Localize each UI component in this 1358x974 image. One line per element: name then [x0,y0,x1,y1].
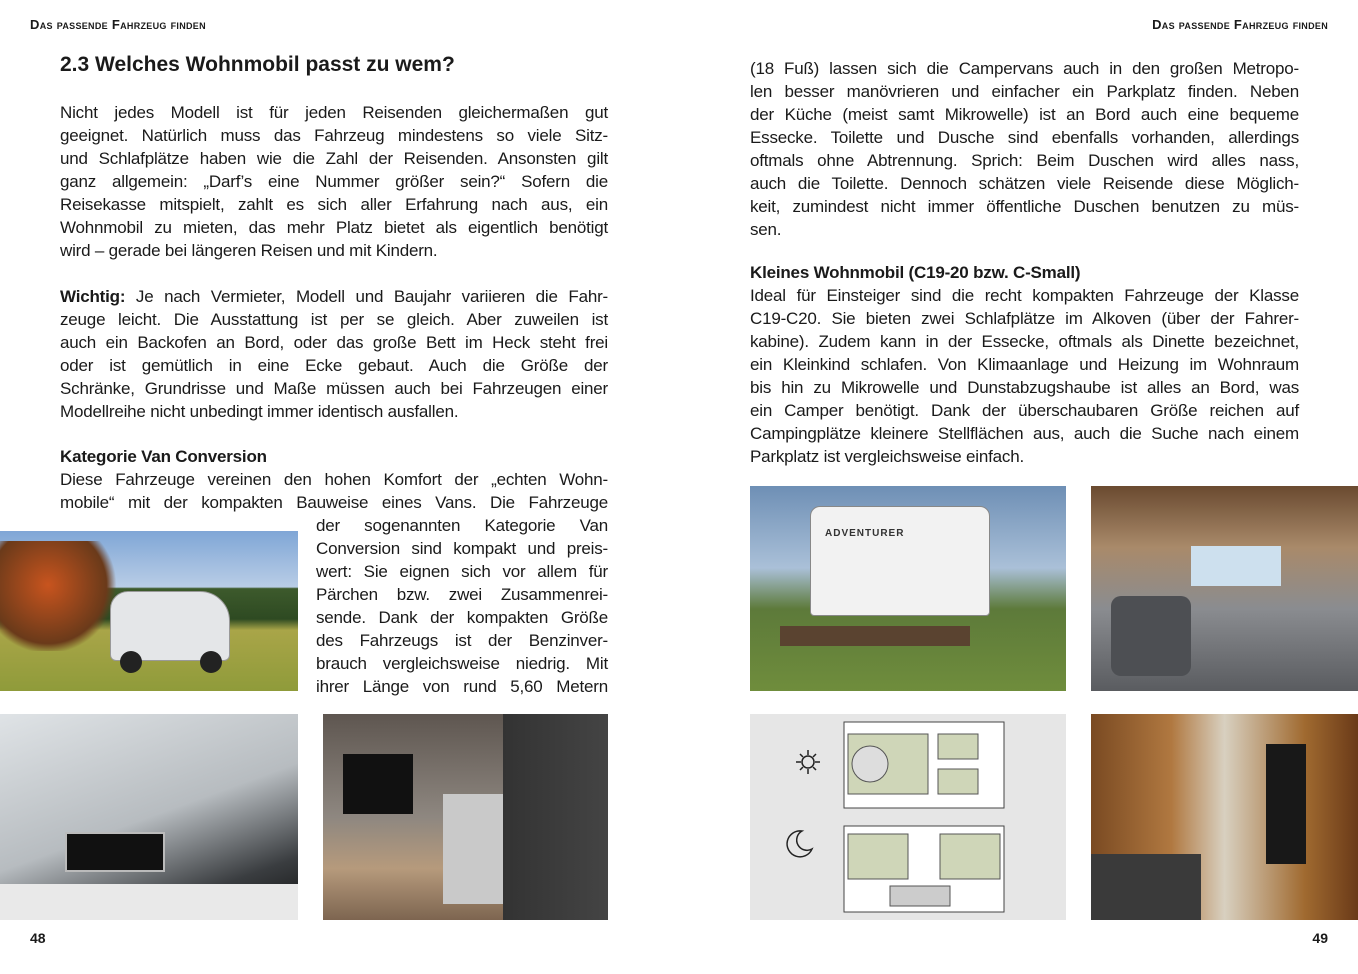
text-line: Essecke. Toilette und Dusche sind ebenfalls vorhanden, allerdings [750,128,1299,147]
text-line: mobile“ mit der kompakten Bauweise eines Vans. Die Fahrzeuge [60,493,608,512]
text-line: auch ein Backofen an Bord, oder das große Bett im Heck steht frei [60,333,608,352]
text-line: zeuge leicht. Die Ausstattung ist per se gleich. Aber zuweilen ist [60,310,608,329]
running-header-left: Das passende Fahrzeug finden [30,17,206,32]
text-line: (18 Fuß) lassen sich die Campervans auch in den großen Metropo- [750,59,1299,78]
text-line: keit, zumindest nicht immer öffentliche Duschen benutzen zu müs- [750,197,1299,216]
floorplan-diagram [750,714,1066,920]
text-line: Wohnmobil zu mieten, das mehr Platz bietet als eigentlich benötigt [60,218,608,237]
left-paragraph-1 [60,101,608,262]
text-line: Je nach Vermieter, Modell und Baujahr variieren die Fahr- [125,287,608,306]
text-line: Ideal für Einsteiger sind die recht kompakten Fahrzeuge der Klasse [750,286,1299,305]
camper-interior-kitchen-photo [1091,714,1358,920]
camper-interior-cab-photo [1091,486,1358,691]
text-line: Schränke, Grundrisse und Maße müssen auch bei Fahrzeugen einer [60,379,608,398]
section-title: 2.3 Welches Wohnmobil passt zu wem? [60,53,455,76]
text-line: sende. Dank der kompakten Größe [316,608,608,627]
text-line: wert: Sie eignen sich vor allem für [316,562,608,581]
text-line: ihrer Länge von rund 5,60 Metern [316,677,608,696]
text-line: bis hin zu Mikrowelle und Dunstabzugshaube ist alles an Bord, was [750,378,1299,397]
sun-icon [796,750,820,774]
text-line: des Fahrzeugs ist der Benzinver- [316,631,608,650]
text-line: sen. [750,220,782,239]
text-line: Modellreihe nicht unbedingt immer identisch ausfallen. [60,402,459,421]
moon-icon [787,831,812,857]
text-line: oftmals ohne Abtrennung. Sprich: Beim Duschen wird alles nass, [750,151,1299,170]
text-line: Reisekasse mitspielt, zahlt es sich aller Erfahrung nach aus, ein [60,195,608,214]
text-line: auch die Toilette. Dennoch schätzen viele Reisende diese Möglich- [750,174,1299,193]
text-line: ganz allgemein: „Darf’s eine Nummer größer sein?“ Sofern die [60,172,608,191]
camper-brand-logo: ADVENTURER [825,528,905,539]
text-line: brauch vergleichsweise niedrig. Mit [316,654,608,673]
subheading-small-motorhome: Kleines Wohnmobil (C19-20 bzw. C-Small) [750,263,1081,282]
running-header-right: Das passende Fahrzeug finden [1152,17,1328,32]
left-paragraph-3-narrow [316,514,608,698]
van-photo [0,531,298,691]
camper-photo [750,486,1066,691]
text-line: Conversion sind kompakt und preis- [316,539,608,558]
text-line: geeignet. Natürlich muss das Fahrzeug mindestens so viele Sitz- [60,126,608,145]
text-line: Nicht jedes Modell ist für jeden Reisenden gleichermaßen gut [60,103,608,122]
text-line: ein Kleinkind schlafen. Von Klimaanlage und Heizung im Wohnraum [750,355,1299,374]
page-number-right: 49 [1312,930,1328,946]
text-line: Diese Fahrzeuge vereinen den hohen Komfort der „echten Wohn- [60,470,608,489]
text-line: Parkplatz ist vergleichsweise einfach. [750,447,1024,466]
text-line: Pärchen bzw. zwei Zusammenrei- [316,585,608,604]
left-paragraph-3 [60,445,608,514]
left-paragraph-2 [60,285,608,423]
van-interior-seating-photo [323,714,608,920]
right-paragraph-1 [750,57,1299,241]
van-interior-kitchen-photo [0,714,298,920]
text-line: der sogenannten Kategorie Van [316,516,608,535]
text-line: len besser manövrieren und einfacher ein Parkplatz finden. Neben [750,82,1299,101]
subheading-van-conversion: Kategorie Van Conversion [60,447,267,466]
text-line: wird – gerade bei längeren Reisen und mit Kindern. [60,241,438,260]
text-line: kabine). Zudem kann in der Essecke, oftmals als Dinette bezeichnet, [750,332,1299,351]
text-line: oder ist gemütlich in eine Ecke gebaut. Auch die Größe der [60,356,608,375]
page-number-left: 48 [30,930,46,946]
text-line: ein Camper benötigt. Dank der überschaubaren Größe reichen auf [750,401,1299,420]
text-line: Campingplätze kleinere Stellflächen aus, auch die Suche nach einem [750,424,1299,443]
text-line: der Küche (meist samt Mikrowelle) ist an Bord auch eine bequeme [750,105,1299,124]
text-line: C19-C20. Sie bieten zwei Schlafplätze im Alkoven (über der Fahrer- [750,309,1299,328]
text-line: und Schlafplätze haben wie die Zahl der Reisenden. Ansonsten gilt [60,149,608,168]
important-label: Wichtig: [60,287,126,306]
right-paragraph-2 [750,261,1299,468]
